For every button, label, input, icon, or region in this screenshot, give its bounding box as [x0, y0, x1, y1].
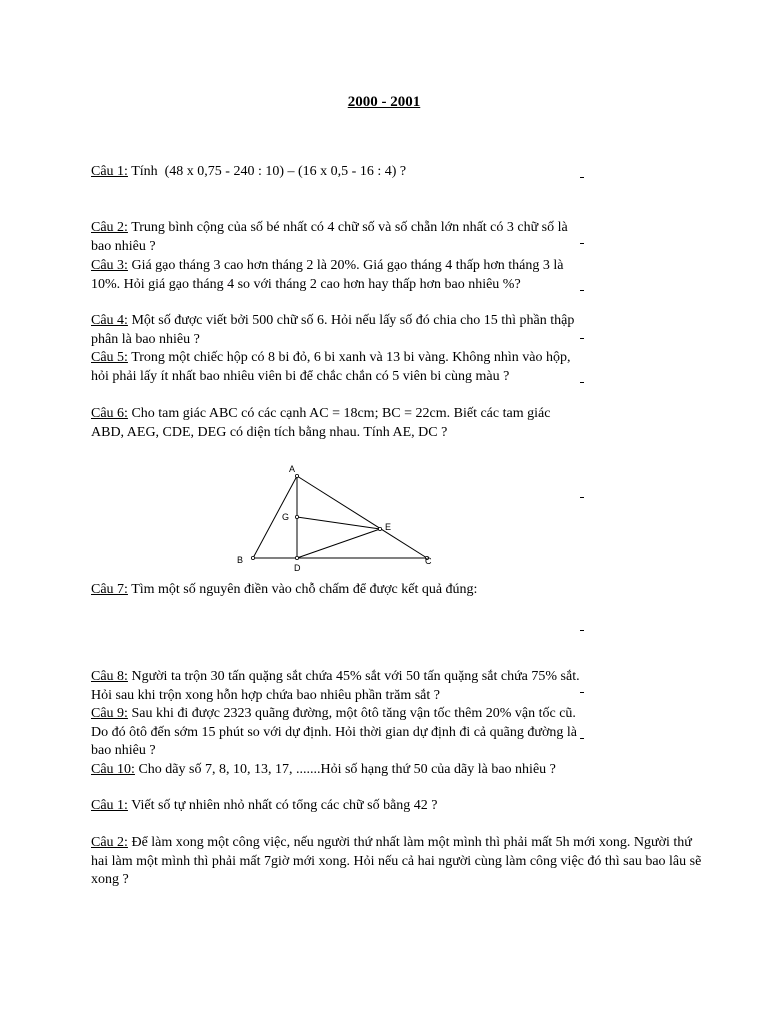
- question-label: Câu 8:: [91, 669, 128, 684]
- margin-mark: [580, 243, 584, 244]
- label-b: B: [237, 555, 244, 565]
- label-e: E: [385, 522, 392, 532]
- margin-mark: [580, 692, 584, 693]
- label-g: G: [282, 512, 290, 522]
- question-text: Người ta trộn 30 tấn quặng sắt chứa 45% sắt với 50 tấn quặng sắt chứa 75% sắt. Hỏi sau khi trộn xong hỗn hợp chứa bao nhiêu phần trăm sắt ?: [91, 669, 587, 703]
- question-10: [91, 761, 581, 780]
- margin-mark: [580, 290, 584, 291]
- question-text: Trong một chiếc hộp có 8 bi đỏ, 6 bi xanh và 13 bi vàng. Không nhìn vào hộp, hỏi phải lấy ít nhất bao nhiêu viên bi để chắc chắn có 5 viên bi cùng màu ?: [91, 350, 574, 384]
- point-a: [295, 474, 298, 477]
- point-e: [378, 527, 381, 530]
- margin-mark: [580, 497, 584, 498]
- question-1: [91, 163, 581, 182]
- question-text: Cho dãy số 7, 8, 10, 13, 17, .......Hỏi số hạng thứ 50 của dãy là bao nhiêu ?: [134, 762, 556, 777]
- label-d: D: [294, 563, 301, 573]
- question-label: Câu 5:: [91, 350, 128, 365]
- question-text: Cho tam giác ABC có các cạnh AC = 18cm; BC = 22cm. Biết các tam giác ABD, AEG, CDE, DEG có diện tích bằng nhau. Tính AE, DC ?: [91, 406, 554, 440]
- point-b: [251, 556, 254, 559]
- question-label: Câu 10:: [91, 762, 135, 777]
- question-label: Câu 4:: [91, 313, 128, 328]
- margin-mark: [580, 177, 584, 178]
- point-d: [295, 556, 298, 559]
- margin-mark: [580, 738, 584, 739]
- question-7: [91, 581, 581, 600]
- question-text: Viết số tự nhiên nhỏ nhất có tổng các chữ số bằng 42 ?: [127, 798, 438, 813]
- question-text: Tính (48 x 0,75 - 240 : 10) – (16 x 0,5 - 16 : 4) ?: [127, 164, 407, 179]
- question-label: Câu 2:: [91, 220, 128, 235]
- question-9: [91, 705, 581, 761]
- margin-mark: [580, 382, 584, 383]
- question-5: [91, 349, 581, 386]
- question-label: Câu 1:: [91, 164, 128, 179]
- question-4: [91, 312, 581, 349]
- label-a: A: [289, 464, 296, 474]
- question-label: Câu 7:: [91, 582, 128, 597]
- question-label: Câu 3:: [91, 258, 128, 273]
- segment-de: [297, 529, 380, 558]
- triangle-figure: [230, 460, 440, 575]
- label-c: C: [425, 556, 432, 566]
- question-label: Câu 1:: [91, 798, 128, 813]
- point-g: [295, 515, 298, 518]
- question-text: Giá gạo tháng 3 cao hơn tháng 2 là 20%. Giá gạo tháng 4 thấp hơn tháng 3 là 10%. Hỏi giá gạo tháng 4 so với tháng 2 cao hơn hay thấp hơn bao nhiêu %?: [91, 258, 567, 292]
- question-text: Sau khi đi được 2323 quãng đường, một ôtô tăng vận tốc thêm 20% vận tốc cũ. Do đó ôtô đến sớm 15 phút so với dự định. Hỏi thời gian dự định đi cả quãng đường là bao nhiêu ?: [91, 706, 581, 758]
- margin-mark: [580, 630, 584, 631]
- margin-mark: [580, 338, 584, 339]
- question-extra-2: [91, 834, 711, 890]
- question-extra-1: [91, 797, 711, 816]
- document-title: 2000 - 2001: [347, 94, 421, 110]
- question-label: Câu 9:: [91, 706, 128, 721]
- question-label: Câu 2:: [91, 835, 128, 850]
- question-text: Một số được viết bởi 500 chữ số 6. Hỏi nếu lấy số đó chia cho 15 thì phần thập phân là bao nhiêu ?: [91, 313, 578, 347]
- question-2: [91, 219, 581, 256]
- question-text: Để làm xong một công việc, nếu người thứ nhất làm một mình thì phải mất 5h mới xong. Người thứ hai làm một mình thì phải mất 7giờ mới xong. Hỏi nếu cả hai người cùng làm công việc đó thì sau bao lâu sẽ xong ?: [91, 835, 705, 887]
- edge-ab: [253, 476, 297, 558]
- question-text: Trung bình cộng của số bé nhất có 4 chữ số và số chẵn lớn nhất có 3 chữ số là bao nhiêu ?: [91, 220, 572, 254]
- question-8: [91, 668, 587, 705]
- segment-ge: [297, 517, 380, 529]
- question-3: [91, 257, 581, 294]
- edge-ac: [297, 476, 427, 558]
- question-6: [91, 405, 581, 442]
- question-label: Câu 6:: [91, 406, 128, 421]
- question-text: Tìm một số nguyên điền vào chỗ chấm để được kết quả đúng:: [127, 582, 478, 597]
